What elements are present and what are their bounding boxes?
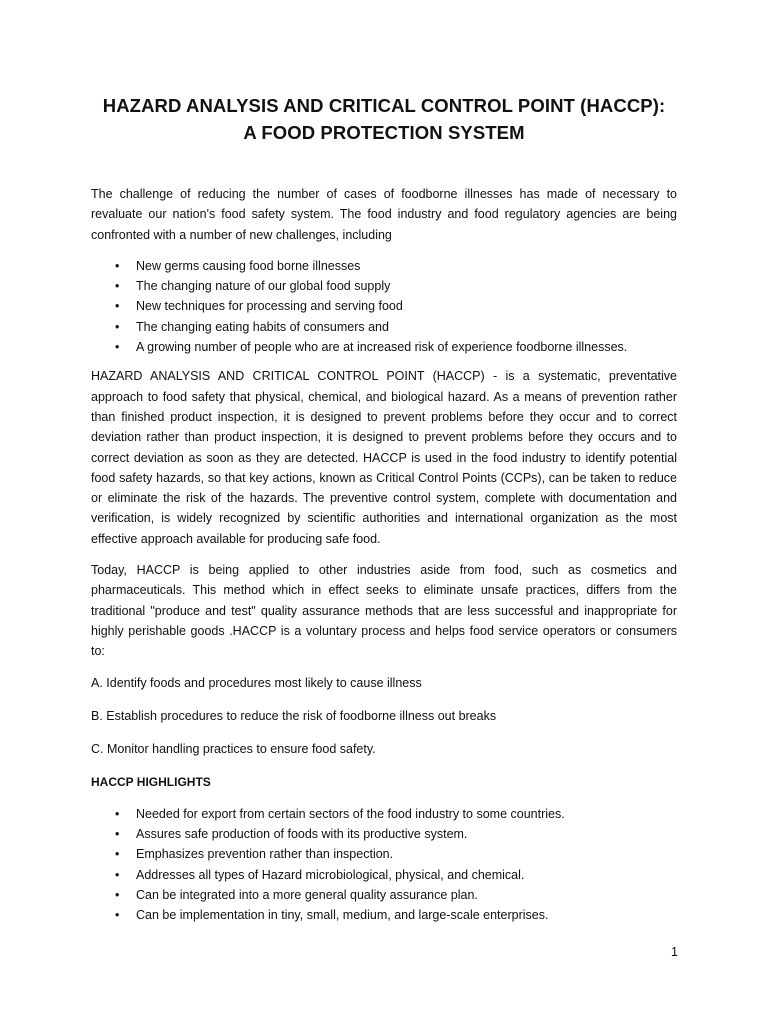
highlight-text: Needed for export from certain sectors of the food industry to some countries.: [136, 806, 565, 821]
list-item: [91, 276, 677, 296]
bullet-icon: •: [115, 299, 120, 314]
highlight-text: Assures safe production of foods with its productive system.: [136, 827, 468, 842]
challenge-text: The changing eating habits of consumers and: [136, 319, 389, 334]
intro-paragraph: The challenge of reducing the number of cases of foodborne illnesses has made of necessary to revaluate our nation's food safety system. The food industry and food regulatory agencies are being confronted with a number of new challenges, including: [91, 187, 677, 242]
highlight-text: Addresses all types of Hazard microbiological, physical, and chemical.: [136, 867, 525, 882]
list-item: [91, 256, 677, 276]
highlights-heading: HACCP HIGHLIGHTS: [91, 775, 211, 790]
highlight-text: Emphasizes prevention rather than inspection.: [136, 847, 394, 862]
highlights-list: [91, 804, 677, 926]
highlight-text: Can be implementation in tiny, small, medium, and large-scale enterprises.: [136, 908, 549, 923]
list-item: [91, 296, 677, 316]
list-item: [91, 337, 677, 357]
page-number: 1: [671, 945, 678, 959]
list-item: [91, 865, 677, 885]
bullet-icon: •: [115, 827, 120, 842]
item-b: B. Establish procedures to reduce the risk of foodborne illness out breaks: [91, 708, 497, 723]
haccp-definition-paragraph: HAZARD ANALYSIS AND CRITICAL CONTROL POINT (HACCP) - is a systematic, preventative approach to food safety that physical, chemical, and biological hazard. As a means of prevention rather than finished product inspection, it is designed to prevent problems before they occur and to correct deviation rather than product inspection, it is designed to prevent problems before they occurs and to correct deviation as soon as they are detected. HACCP is used in the food industry to identify potential food safety hazards, so that key actions, known as Critical Control Points (CCPs), can be taken to reduce or eliminate the risk of the hazards. The preventive control system, complete with documentation and verification, is widely recognized by scientific authorities and international organization as the most effective approach available for producing safe food.: [91, 369, 677, 546]
list-item: [91, 317, 677, 337]
list-item: [91, 885, 677, 905]
bullet-icon: •: [115, 887, 120, 902]
list-item: [91, 905, 677, 925]
bullet-icon: •: [115, 279, 120, 294]
bullet-icon: •: [115, 847, 120, 862]
challenge-text: A growing number of people who are at increased risk of experience foodborne illnesses.: [136, 340, 628, 355]
item-c: C. Monitor handling practices to ensure food safety.: [91, 742, 376, 757]
bullet-icon: •: [115, 258, 120, 273]
list-item: [91, 844, 677, 864]
today-paragraph: Today, HACCP is being applied to other industries aside from food, such as cosmetics and pharmaceuticals. This method which in effect seeks to eliminate unsafe practices, differs from the traditional "produce and test" quality assurance methods that are less successful and inappropriate for highly perishable goods .HACCP is a voluntary process and helps food service operators or consumers to:: [91, 563, 677, 659]
bullet-icon: •: [115, 908, 120, 923]
bullet-icon: •: [115, 867, 120, 882]
title-line-1: HAZARD ANALYSIS AND CRITICAL CONTROL POINT (HACCP):: [102, 95, 666, 116]
highlight-text: Can be integrated into a more general quality assurance plan.: [136, 887, 478, 902]
challenge-text: New germs causing food borne illnesses: [136, 258, 361, 273]
item-a: A. Identify foods and procedures most likely to cause illness: [91, 675, 422, 690]
bullet-icon: •: [115, 319, 120, 334]
list-item: [91, 804, 677, 824]
challenge-text: The changing nature of our global food supply: [136, 279, 391, 294]
title-line-2: A FOOD PROTECTION SYSTEM: [243, 122, 525, 143]
challenges-list: [91, 256, 677, 357]
bullet-icon: •: [115, 340, 120, 355]
list-item: [91, 824, 677, 844]
bullet-icon: •: [115, 806, 120, 821]
document-title: [91, 92, 677, 146]
challenge-text: New techniques for processing and serving food: [136, 299, 403, 314]
